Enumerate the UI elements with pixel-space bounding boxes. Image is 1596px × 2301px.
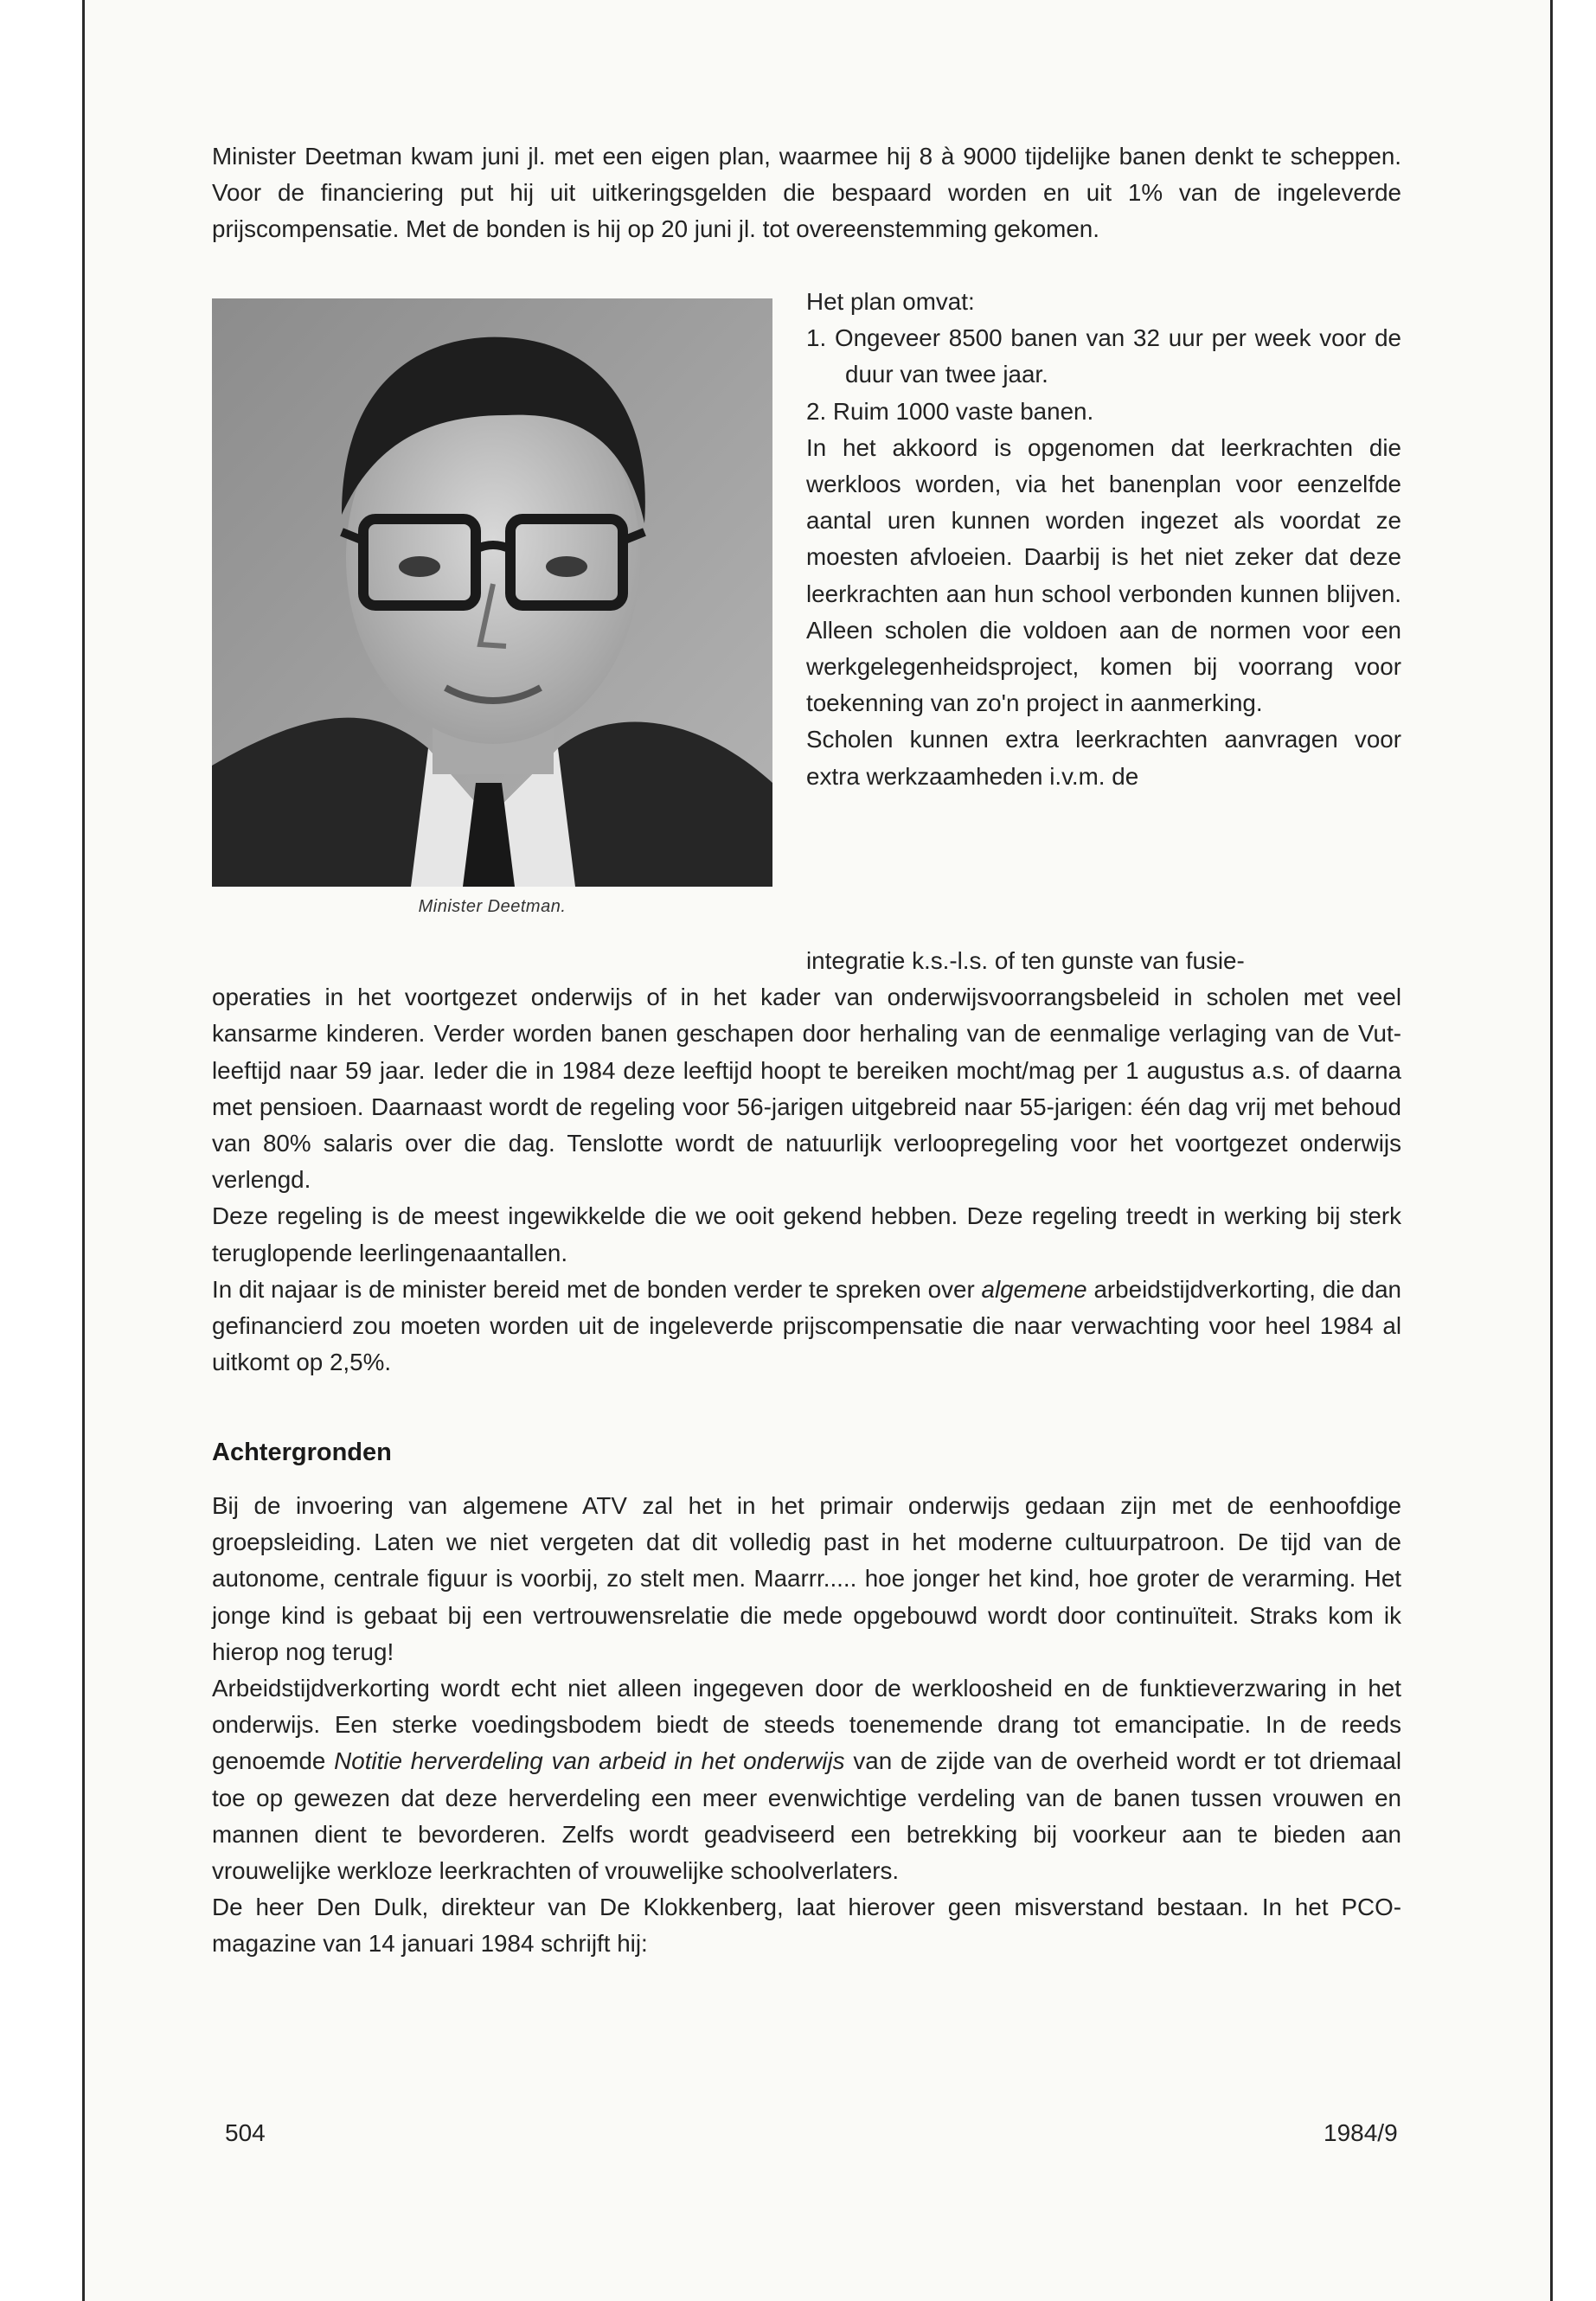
najaar-paragraph [212, 1272, 1401, 1381]
issue-number: 1984/9 [1324, 2119, 1398, 2146]
photo-caption: Minister Deetman. [418, 897, 567, 916]
intro-paragraph: Minister Deetman kwam juni jl. met een eigen plan, waarmee hij 8 à 9000 tijdelijke banen denkt te scheppen. Voor de financiering put hij uit uitkeringsgelden die bespaard worden en uit 1% van de ingeleverde prijscompensatie. Met de bonden is hij op 20 juni jl. tot overeenstemming gekomen. [212, 143, 1401, 243]
achtergronden-paragraph-1: Bij de invoering van algemene ATV zal het in het primair onderwijs gedaan zijn met de eenhoofdige groepsleiding. Laten we niet vergeten dat dit volledig past in het moderne cultuurpatroon. De tijd van de autonome, centrale figuur is voorbij, zo stelt men. Maarrr..... hoe jonger het kind, hoe groter de verarming. Het jonge kind is gebaat bij een vertrouwensrelatie die mede opgebouwd wordt door continuïteit. Straks kom ik hierop nog terug! [212, 1492, 1401, 1665]
plan-continuation [212, 943, 1401, 1381]
plan-item-1: 1. Ongeveer 8500 banen van 32 uur per week voor de duur van twee jaar. [806, 324, 1401, 388]
p2-text-b: van de zijde van de overheid wordt er tot driemaal toe op gewezen dat deze herverdeling een meer evenwichtige verdeling van de banen tussen vrouwen en mannen dient te bevorderen. Zelfs wordt geadviseerd een betrekking bij voorkeur aan te bieden aan vrouwelijke werkloze leerkrachten of vrouwelijke schoolverlaters. [212, 1747, 1401, 1885]
page-number: 504 [225, 2119, 266, 2146]
portrait-photo [212, 298, 772, 887]
p2-text-a: Arbeidstijdverkorting wordt echt niet alleen ingegeven door de werkloosheid en de funktieverzwaring in het onderwijs. Een sterke voedingsbodem biedt de steeds toenemende drang tot emancipatie. In de reeds genoemde [212, 1675, 1401, 1775]
scholen-paragraph-lead: integratie k.s.-l.s. of ten gunste van fusie- [806, 947, 1245, 974]
scholen-paragraph-rest: operaties in het voortgezet onderwijs of in het kader van onderwijsvoorrangsbeleid in scholen met veel kansarme kinderen. Verder worden banen geschapen door herhaling van de eenmalige verlaging van de Vut-leeftijd naar 59 jaar. Ieder die in 1984 deze leeftijd hoopt te bereiken mocht/mag per 1 augustus a.s. of daarna met pensioen. Daarnaast wordt de regeling voor 56-jarigen uitgebreid naar 55-jarigen: één dag vrij met behoud van 80% salaris over die dag. Tenslotte wordt de natuurlijk verloopregeling voor het voortgezet onderwijs verlengd. [212, 984, 1401, 1194]
plan-item-2: 2. Ruim 1000 vaste banen. [806, 397, 1094, 425]
achtergronden-section [212, 1488, 1401, 1963]
akkoord-paragraph: In het akkoord is opgenomen dat leerkrachten die werkloos worden, via het banenplan voor eenzelfde aantal uren kunnen worden ingezet als voordat ze moesten afvloeien. Daarbij is het niet zeker dat deze leerkrachten aan hun school verbonden kunnen blijven. Alleen scholen die voldoen aan de normen voor een werkgelegenheidsproject, komen bij voorrang voor toekenning van zo'n project in aanmerking. [806, 433, 1401, 717]
achtergronden-paragraph-2 [212, 1670, 1401, 1889]
najaar-emphasis: algemene [981, 1275, 1087, 1303]
plan-title: Het plan omvat: [806, 288, 975, 315]
portrait-image [212, 298, 772, 887]
najaar-text-b: arbeidstijdverkorting, die dan gefinancierd zou moeten worden uit de ingeleverde prijscompensatie die naar verwachting voor heel 1984 al uitkomt op 2,5%. [212, 1275, 1401, 1376]
section-heading: Achtergronden [212, 1439, 392, 1466]
regeling-paragraph: Deze regeling is de meest ingewikkelde die we ooit gekend hebben. Deze regeling treedt in werking bij sterk teruglopende leerlingenaantallen. [212, 1202, 1401, 1266]
plan-column [806, 284, 1401, 795]
p2-emphasis: Notitie herverdeling van arbeid in het onderwijs [334, 1747, 845, 1775]
achtergronden-paragraph-3: De heer Den Dulk, direkteur van De Klokkenberg, laat hierover geen misverstand bestaan. In het PCO-magazine van 14 januari 1984 schrijft hij: [212, 1894, 1401, 1958]
najaar-text-a: In dit najaar is de minister bereid met de bonden verder te spreken over [212, 1275, 982, 1303]
scholen-paragraph-start: Scholen kunnen extra leerkrachten aanvragen voor extra werkzaamheden i.v.m. de [806, 726, 1401, 790]
